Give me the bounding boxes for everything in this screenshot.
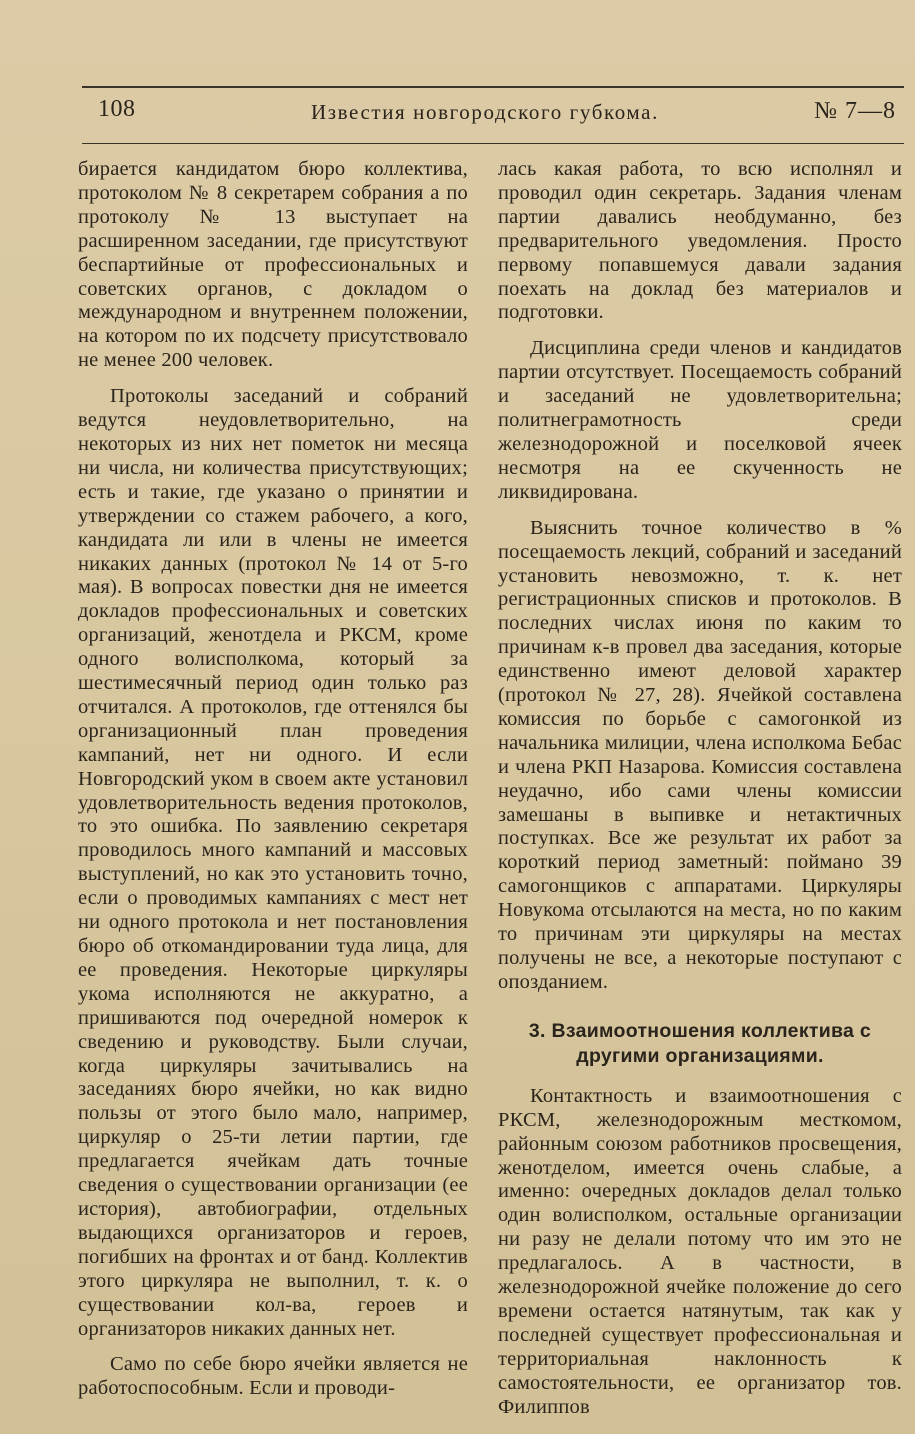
- top-rule: [82, 86, 904, 88]
- section-heading: 3. Взаимоотношения коллектива с другими организациями.: [528, 1019, 872, 1067]
- paragraph: Контактность и взаимоотношения с РКСМ, железнодорожным месткомом, районным союзом работников просвещения, женотделом, имеется очень слабые, а именно: очередных докладов делал только один волисполком, остальные организации ни разу не делали потому что им это не предлагалось. А в частности, в железнодорожной ячейке положение до сего времени остается натянутым, так как у последней существует профессиональная и территориальная наклонность к самостоятельности, ее организатор тов. Филиппов: [498, 1084, 902, 1418]
- paragraph: Дисциплина среди членов и кандидатов партии отсутствует. Посещаемость собраний и заседаний не удовлетворительна; политнеграмотность среди железнодорожной и поселковой ячеек несмотря на ее скученность не ликвидирована.: [498, 337, 902, 503]
- issue-number: № 7—8: [814, 98, 896, 124]
- right-column: [498, 158, 902, 1420]
- left-column: [78, 158, 468, 1401]
- header-rule: [82, 143, 904, 144]
- paragraph: Само по себе бюро ячейки является не работоспособным. Если и проводи-: [78, 1353, 468, 1400]
- page-number: 108: [98, 96, 136, 122]
- paragraph: лась какая работа, то всю исполнял и проводил один секретарь. Задания членам партии давались необдуманно, без предварительного уведомления. Просто первому попавшемуся давали задания поехать на доклад без материалов и подготовки.: [498, 158, 902, 324]
- paragraph: бирается кандидатом бюро коллектива, протоколом № 8 секретарем собрания а по протоколу № 13 выступает на расширенном заседании, где присутствуют беспартийные от профессиональных и советских органов, с докладом о международном и внутреннем положении, на котором по их подсчету присутствовало не менее 200 человек.: [78, 158, 468, 372]
- page-header: [98, 96, 898, 136]
- paragraph: Протоколы заседаний и собраний ведутся неудовлетворительно, на некоторых из них нет пометок ни месяца ни числа, ни количества присутствующих; есть и такие, где указано о принятии и утверждении со стажем рабочего, а кого, кандидата ли или в члены не имеется никаких данных (протокол № 14 от 5-го мая). В вопросах повестки дня не имеется докладов профессиональных и советских организаций, женотдела и РКСМ, кроме одного волисполкома, который за шестимесячный период один только раз отчитался. А протоколов, где оттенялся бы организационный план проведения кампаний, нет ни одного. И если Новгородский уком в своем акте установил удовлетворительность ведения протоколов, то это ошибка. По заявлению секретаря проводилось много кампаний и массовых выступлений, но как это установить точно, если о проводимых кампаниях с мест нет ни одного протокола и нет постановления бюро об откомандировании туда лица, для ее проведения. Некоторые циркуляры укома исполняются не аккуратно, а пришиваются под очередной номерок к сведению и руководству. Были случаи, когда циркуляры зачитывались на заседаниях бюро ячейки, но как видно пользы от этого было мало, например, циркуляр о 25-ти летии партии, где предлагается ячейкам дать точные сведения о существовании организации (ее история), автобиографии, отдельных выдающихся организаторов и героев, погибших на фронтах и от банд. Коллектив этого циркуляра не выполнил, т. к. о существовании кол-ва, героев и организаторов никаких данных нет.: [78, 385, 468, 1340]
- paragraph: Выяснить точное количество в % посещаемость лекций, собраний и заседаний установить невозможно, т. к. нет регистрационных списков и протоколов. В последних числах июня по каким то причинам к-в провел два заседания, которые единственно имеют деловой характер (протокол № 27, 28). Ячейкой составлена комиссия по борьбе с самогонкой из начальника милиции, члена исполкома Бебас и члена РКП Назарова. Комиссия составлена неудачно, ибо сами члены комиссии замешаны в выпивке и нетактичных поступках. Все же результат их работ за короткий период заметный: поймано 39 самогонщиков с аппаратами. Циркуляры Новукома отсылаются на места, но по каким то причинам эти циркуляры на местах получены не все, а некоторые поступают с опозданием.: [498, 516, 902, 993]
- running-title: Известия новгородского губкома.: [311, 100, 659, 124]
